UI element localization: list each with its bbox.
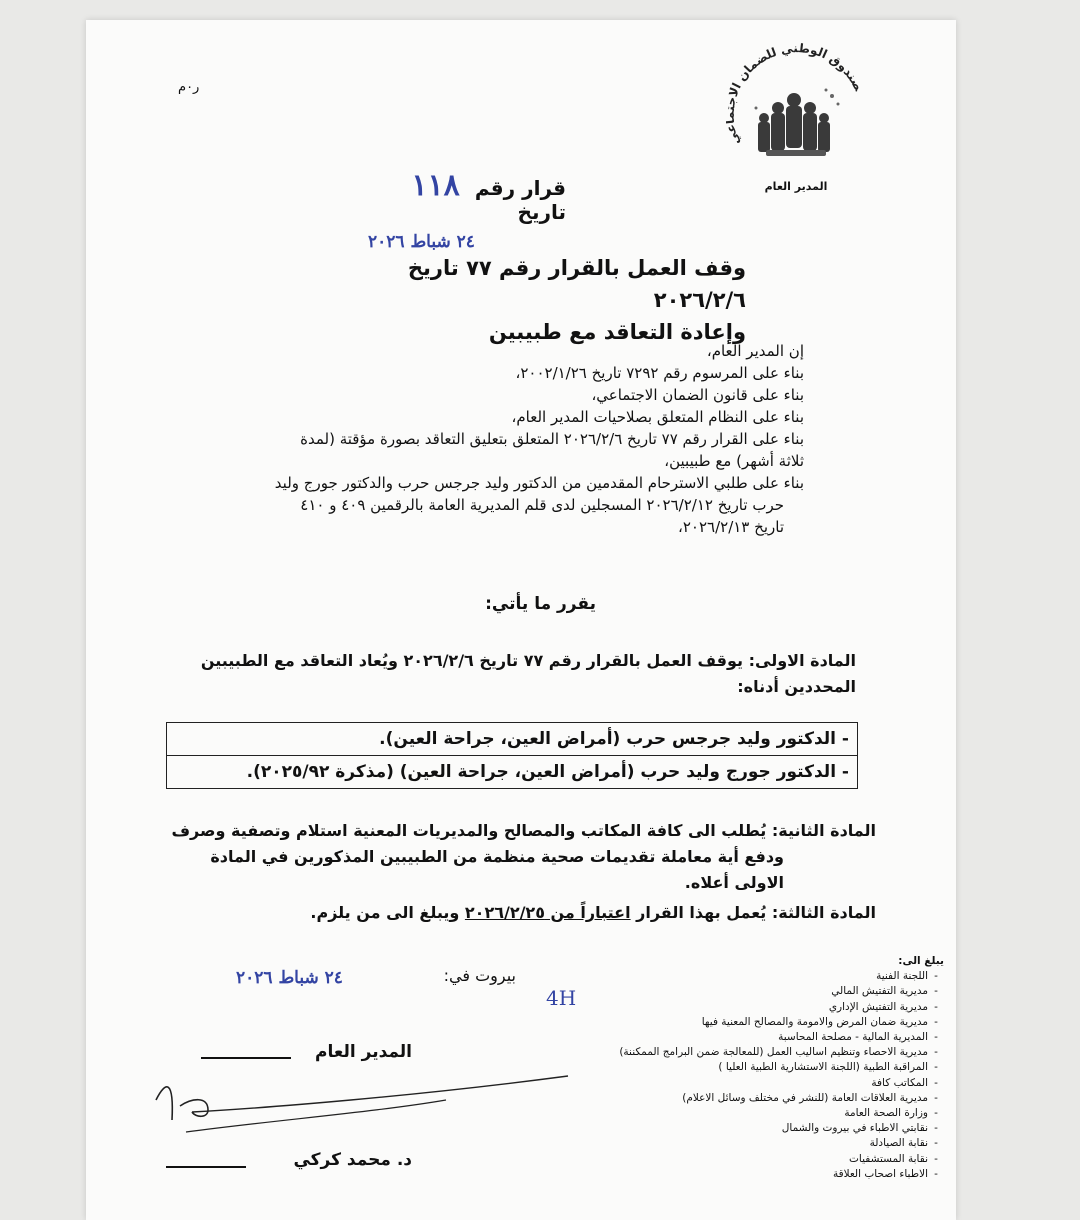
handwritten-initials: 4H	[546, 986, 577, 1010]
list-item: -المديرية المالية - مصلحة المحاسبة	[778, 1031, 938, 1044]
role-kashida-line	[201, 1057, 291, 1059]
list-item: -المكاتب كافة	[871, 1076, 938, 1089]
document-title	[326, 252, 746, 348]
list-item: -اللجنة الفنية	[876, 970, 938, 983]
preamble-line: بناء على المرسوم رقم ٧٢٩٢ تاريخ ٢٠٠٢/١/٢٦،	[515, 364, 804, 382]
decision-number-label: قرار رقم	[474, 176, 566, 200]
document-page	[86, 20, 956, 1220]
article-2-line-3: الاولى أعلاه.	[684, 873, 784, 892]
article-3-suffix: ويبلغ الى من يلزم.	[310, 903, 460, 922]
decision-number-row	[366, 168, 566, 203]
director-role-text: المدير العام	[315, 1042, 412, 1062]
article-2-line-2: ودفع أية معاملة تقديمات صحية منظمة من الطبيبين المذكورين في المادة	[210, 847, 784, 866]
doctors-table	[166, 722, 858, 789]
logo-arc-text: صندوق الوطني للضمان الاجتماعي	[726, 41, 866, 148]
logo-caption: المدير العام	[764, 180, 828, 193]
nssf-logo	[726, 38, 866, 193]
people-group-icon	[726, 38, 866, 188]
article-1-line-1: المادة الاولى: يوقف العمل بالقرار رقم ٧٧ تاريخ ٢٠٢٦/٢/٦ ويُعاد التعاقد مع الطبيبين	[200, 651, 856, 670]
article-1	[160, 648, 856, 700]
preamble-line: بناء على القرار رقم ٧٧ تاريخ ٢٠٢٦/٢/٦ المتعلق بتعليق التعاقد بصورة مؤقتة (لمدة	[300, 430, 804, 448]
list-item: -نقابة المستشفيات	[849, 1152, 938, 1165]
notify-title: يبلغ الى:	[898, 955, 944, 967]
preamble-line: حرب تاريخ ٢٠٢٦/٢/١٢ المسجلين لدى قلم المديرية العامة بالرقمين ٤٠٩ و ٤١٠	[300, 496, 784, 514]
director-role	[156, 1042, 412, 1062]
preamble-line: بناء على طلبي الاسترحام المقدمين من الدكتور وليد جرجس حرب والدكتور جورج وليد	[274, 474, 804, 492]
decides-heading: يقرر ما يأتي:	[485, 594, 596, 614]
article-2-line-1: المادة الثانية: يُطلب الى كافة المكاتب والمصالح والمديريات المعنية استلام وتصفية وصرف	[171, 821, 876, 840]
director-name-text: د. محمد كركي	[293, 1150, 412, 1170]
title-line-1: وقف العمل بالقرار رقم ٧٧ تاريخ ٢٠٢٦/٢/٦	[407, 256, 746, 312]
doctor-entry: - الدكتور جورج وليد حرب (أمراض العين، جراحة العين) (مذكرة ٢٠٢٥/٩٢).	[167, 756, 858, 789]
decision-number-value: ١١٨	[411, 168, 460, 203]
signing-date-value: ٢٤ شباط ٢٠٢٦	[236, 968, 343, 988]
preamble-line: بناء على النظام المتعلق بصلاحيات المدير العام،	[511, 408, 804, 426]
preamble-line: ثلاثة أشهر) مع طبيبين،	[664, 452, 804, 470]
preamble-line: بناء على قانون الضمان الاجتماعي،	[591, 386, 804, 404]
table-row	[167, 723, 858, 756]
table-row	[167, 756, 858, 789]
decision-date-label: تاريخ	[517, 200, 566, 224]
article-3	[196, 900, 876, 926]
list-item: -مديرية العلاقات العامة (للنشر في مختلف وسائل الاعلام)	[682, 1091, 938, 1104]
reference-code: ر٠م	[178, 80, 200, 95]
article-3-effective-date: اعتباراً من ٢٠٢٦/٢/٢٥	[464, 903, 631, 922]
list-item: -المراقبة الطبية (اللجنة الاستشارية الطبية العليا )	[718, 1061, 938, 1074]
list-item: -الاطباء اصحاب العلاقة	[832, 1167, 938, 1180]
list-item: -مديرية التفتيش المالي	[831, 985, 938, 998]
preamble-line: تاريخ ٢٠٢٦/٢/١٣،	[678, 518, 784, 536]
title-line-2: وإعادة التعاقد مع طبيبين	[488, 320, 746, 344]
list-item: -نقابة الصيادلة	[869, 1137, 938, 1150]
signing-place-label: بيروت في:	[443, 966, 516, 985]
name-kashida-line	[166, 1166, 246, 1168]
preamble-line: إن المدير العام،	[706, 342, 804, 360]
article-2	[146, 818, 876, 896]
decision-date-value: ٢٤ شباط ٢٠٢٦	[368, 232, 475, 252]
notify-list	[506, 954, 944, 1182]
preamble	[160, 340, 804, 538]
list-item: -وزارة الصحة العامة	[844, 1107, 938, 1120]
list-item: -نقابتي الاطباء في بيروت والشمال	[781, 1122, 938, 1135]
article-1-line-2: المحددين أدناه:	[737, 677, 856, 696]
article-3-prefix: المادة الثالثة: يُعمل بهذا القرار	[636, 903, 876, 922]
list-item: -مديرية ضمان المرض والامومة والمصالح المعنية فيها	[701, 1015, 938, 1028]
list-item: -مديرية التفتيش الإداري	[828, 1000, 938, 1013]
doctor-entry: - الدكتور وليد جرجس حرب (أمراض العين، جراحة العين).	[167, 723, 858, 756]
list-item: -مديرية الاحصاء وتنظيم اساليب العمل (للمعالجة ضمن البرامج الممكننة)	[619, 1046, 938, 1059]
